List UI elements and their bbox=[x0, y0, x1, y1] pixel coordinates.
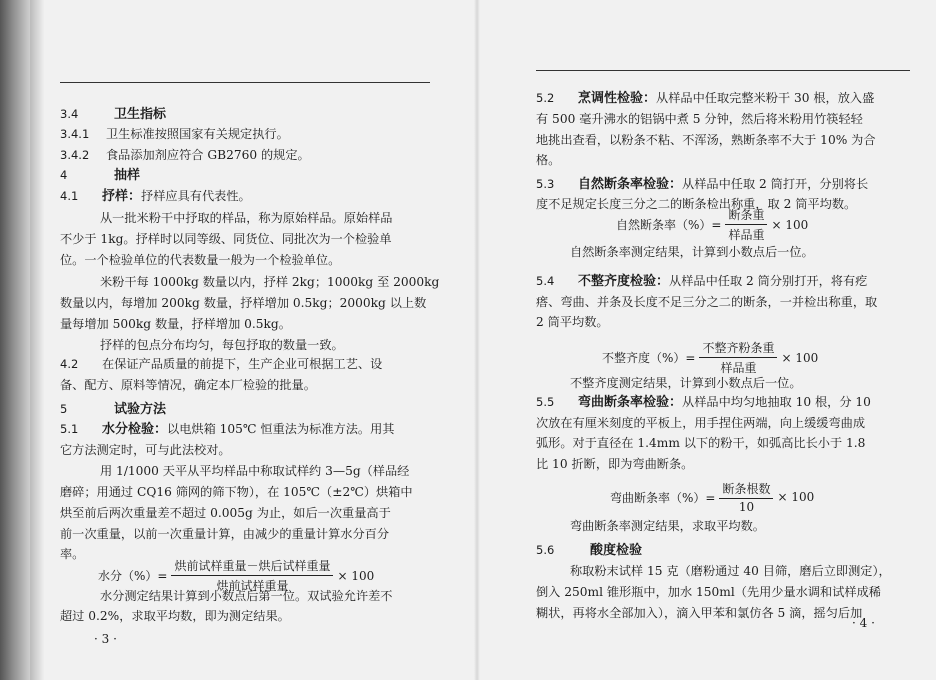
body-text: 水分测定结果计算到小数点后第一位。双试验允许差不 bbox=[100, 589, 393, 603]
text-line bbox=[60, 188, 251, 205]
body-text: 从一批米粉干中抒取的样品，称为原始样品。原始样品 bbox=[100, 211, 393, 225]
book-binding-edge bbox=[30, 0, 44, 680]
text-line bbox=[570, 563, 891, 579]
text-line bbox=[536, 132, 876, 148]
text-line bbox=[536, 90, 874, 107]
text-line bbox=[536, 196, 856, 212]
section-number: 3.4.2 bbox=[60, 148, 90, 162]
section-number: 3.4.1 bbox=[60, 127, 90, 141]
formula-denominator: 样品重 bbox=[720, 361, 757, 375]
section-number: 5.2 bbox=[536, 91, 555, 105]
body-text: 率。 bbox=[60, 547, 85, 561]
irregularity-formula bbox=[602, 339, 818, 376]
bending-break-formula bbox=[610, 480, 814, 514]
text-line bbox=[570, 244, 814, 260]
formula-lhs: 自然断条率（%）= bbox=[616, 218, 722, 232]
body-text: 地挑出查看，以粉条不粘、不浑汤，熟断条率不大于 10% 为合 bbox=[536, 133, 876, 147]
body-text: 度不足规定长度三分之二的断条检出称重，取 2 筒平均数。 bbox=[536, 197, 857, 211]
text-line bbox=[100, 274, 439, 290]
body-text: 在保证产品质量的前提下，生产企业可根据工艺、设 bbox=[102, 357, 383, 371]
section-heading: 不整齐度检验： bbox=[578, 274, 670, 289]
section-number: 5.6 bbox=[536, 543, 555, 557]
text-line bbox=[60, 316, 291, 332]
section-heading: 抒样： bbox=[102, 189, 142, 204]
header-rule bbox=[536, 70, 910, 71]
body-text: 有 500 毫升沸水的铝锅中煮 5 分钟，然后将米粉用竹筷轻轻 bbox=[536, 112, 863, 126]
body-text: 它方法测定时，可与此法校对。 bbox=[60, 443, 231, 457]
body-text: 不整齐度测定结果，计算到小数点后一位。 bbox=[570, 376, 802, 390]
text-line bbox=[536, 435, 865, 451]
left-page bbox=[60, 0, 440, 680]
body-text: 次放在有厘米刻度的平板上，用手捏住两端，向上缓缓弯曲成 bbox=[536, 416, 866, 430]
right-page bbox=[536, 0, 910, 680]
text-line bbox=[60, 421, 394, 438]
text-line bbox=[60, 295, 426, 311]
text-line bbox=[536, 294, 877, 310]
text-line bbox=[60, 377, 316, 393]
text-line bbox=[60, 356, 382, 372]
section-heading: 试验方法 bbox=[114, 402, 167, 417]
text-line bbox=[570, 375, 802, 391]
text-line bbox=[60, 401, 166, 418]
text-line bbox=[100, 210, 393, 226]
section-heading: 水分检验： bbox=[102, 422, 168, 437]
body-text: 弧形。对于直径在 1.4mm 以下的粉干，如弧高比长小于 1.8 bbox=[536, 436, 866, 450]
header-rule bbox=[60, 82, 430, 83]
section-heading: 弯曲断条率检验： bbox=[578, 395, 683, 410]
text-line bbox=[60, 126, 289, 142]
text-line bbox=[60, 442, 231, 458]
text-line bbox=[60, 231, 392, 247]
book-binding-shadow bbox=[0, 0, 30, 680]
formula-numerator: 断条根数 bbox=[719, 480, 773, 499]
formula-rhs: × 100 bbox=[777, 490, 815, 504]
body-text: 瘩、弯曲、并条及长度不足三分之二的断条，一并检出称重，取 bbox=[536, 295, 878, 309]
section-number: 5 bbox=[60, 402, 68, 416]
formula-lhs: 不整齐度（%）= bbox=[602, 351, 696, 365]
body-text: 倒入 250ml 锥形瓶中，加水 150ml（先用少量水调和试样成稀 bbox=[536, 585, 881, 599]
section-heading: 自然断条率检验： bbox=[578, 177, 683, 192]
page-number: · 3 · bbox=[94, 632, 117, 646]
text-line bbox=[60, 546, 84, 562]
text-line bbox=[60, 484, 413, 500]
text-line bbox=[536, 314, 609, 330]
body-text: 食品添加剂应符合 GB2760 的规定。 bbox=[106, 148, 310, 162]
body-text: 2 筒平均数。 bbox=[536, 315, 609, 329]
section-number: 5.3 bbox=[536, 177, 555, 191]
formula-lhs: 水分（%）= bbox=[98, 569, 168, 583]
formula-denominator: 烘前试样重量 bbox=[216, 579, 289, 593]
section-number: 4 bbox=[60, 168, 68, 182]
section-number: 5.1 bbox=[60, 422, 79, 436]
section-heading: 烹调性检验： bbox=[578, 91, 657, 106]
section-number: 4.1 bbox=[60, 189, 79, 203]
text-line bbox=[536, 273, 867, 290]
text-line bbox=[536, 152, 560, 168]
formula-numerator: 不整齐粉条重 bbox=[699, 339, 777, 358]
body-text: 从样品中均匀地抽取 10 根，分 10 bbox=[682, 395, 871, 409]
body-text: 从样品中任取 2 筒打开，分别将长 bbox=[682, 177, 869, 191]
text-line bbox=[60, 147, 310, 163]
formula-rhs: × 100 bbox=[781, 350, 819, 365]
page-gutter bbox=[474, 0, 480, 680]
section-number: 5.4 bbox=[536, 274, 555, 288]
formula-denominator: 样品重 bbox=[728, 228, 765, 242]
body-text: 比 10 折断，即为弯曲断条。 bbox=[536, 457, 694, 471]
formula-numerator: 烘前试样重量－烘后试样重量 bbox=[171, 557, 333, 576]
text-line bbox=[536, 415, 865, 431]
formula-rhs: × 100 bbox=[337, 568, 375, 583]
formula-rhs: × 100 bbox=[771, 217, 809, 232]
body-text: 抒样应具有代表性。 bbox=[141, 189, 251, 203]
text-line bbox=[536, 605, 862, 621]
text-line bbox=[60, 526, 389, 542]
text-line bbox=[60, 505, 391, 521]
text-line bbox=[536, 394, 871, 411]
body-text: 卫生标准按照国家有关规定执行。 bbox=[106, 127, 289, 141]
body-text: 量每增加 500kg 数量，抒样增加 0.5kg。 bbox=[60, 317, 291, 331]
formula-denominator: 10 bbox=[738, 500, 755, 514]
formula-fraction bbox=[699, 339, 777, 376]
formula-numerator: 断条重 bbox=[725, 206, 767, 225]
body-text: 备、配方、原料等情况，确定本厂检验的批量。 bbox=[60, 378, 316, 392]
formula-fraction bbox=[719, 480, 773, 514]
body-text: 格。 bbox=[536, 153, 561, 167]
text-line bbox=[60, 608, 290, 624]
section-number: 5.5 bbox=[536, 395, 555, 409]
text-line bbox=[536, 456, 693, 472]
body-text: 数量以内，每增加 200kg 数量，抒样增加 0.5kg；2000kg 以上数 bbox=[60, 296, 427, 310]
section-number: 3.4 bbox=[60, 107, 79, 121]
body-text: 不少于 1kg。抒样时以同等级、同货位、同批次为一个检验单 bbox=[60, 232, 392, 246]
body-text: 称取粉末试样 15 克（磨粉通过 40 目筛，磨后立即测定）， bbox=[570, 564, 891, 578]
body-text: 用 1/1000 天平从平均样品中称取试样约 3—5g（样品经 bbox=[100, 464, 410, 478]
body-text: 糊状，再将水全部加入），滴入甲苯和氯仿各 5 滴，摇匀后加 bbox=[536, 606, 863, 620]
text-line bbox=[100, 337, 344, 353]
text-line bbox=[60, 167, 140, 184]
body-text: 抒样的包点分布均匀，每包抒取的数量一致。 bbox=[100, 338, 344, 352]
body-text: 从样品中任取 2 筒分别打开，将有疙 bbox=[669, 274, 868, 288]
section-heading: 酸度检验 bbox=[590, 543, 643, 558]
page-number: · 4 · bbox=[852, 616, 875, 630]
body-text: 烘至前后两次重量差不超过 0.005g 为止，如后一次重量高于 bbox=[60, 506, 391, 520]
formula-lhs: 弯曲断条率（%）= bbox=[610, 490, 716, 505]
body-text: 前一次重量，以前一次重量计算，由减少的重量计算水分百分 bbox=[60, 527, 390, 541]
body-text: 米粉干每 1000kg 数量以内，抒样 2kg；1000kg 至 2000kg bbox=[100, 275, 440, 289]
section-number: 4.2 bbox=[60, 357, 79, 371]
text-line bbox=[536, 584, 881, 600]
section-heading: 抽样 bbox=[114, 168, 141, 183]
text-line bbox=[570, 518, 765, 534]
body-text: 超过 0.2%，求取平均数，即为测定结果。 bbox=[60, 609, 290, 623]
text-line bbox=[100, 463, 409, 479]
text-line bbox=[60, 252, 340, 268]
body-text: 弯曲断条率测定结果，求取平均数。 bbox=[570, 519, 765, 533]
body-text: 磨碎；用通过 CQ16 筛网的筛下物），在 105℃（±2℃）烘箱中 bbox=[60, 485, 413, 499]
body-text: 以电烘箱 105℃ 恒重法为标准方法。用其 bbox=[167, 422, 395, 436]
text-line bbox=[60, 106, 166, 123]
body-text: 自然断条率测定结果，计算到小数点后一位。 bbox=[570, 245, 814, 259]
text-line bbox=[536, 176, 868, 193]
text-line bbox=[536, 542, 642, 559]
body-text: 从样品中任取完整米粉干 30 根，放入盛 bbox=[656, 91, 875, 105]
text-line bbox=[536, 111, 863, 127]
section-heading: 卫生指标 bbox=[114, 107, 167, 122]
text-line bbox=[100, 588, 393, 604]
body-text: 位。一个检验单位的代表数量一般为一个检验单位。 bbox=[60, 253, 341, 267]
